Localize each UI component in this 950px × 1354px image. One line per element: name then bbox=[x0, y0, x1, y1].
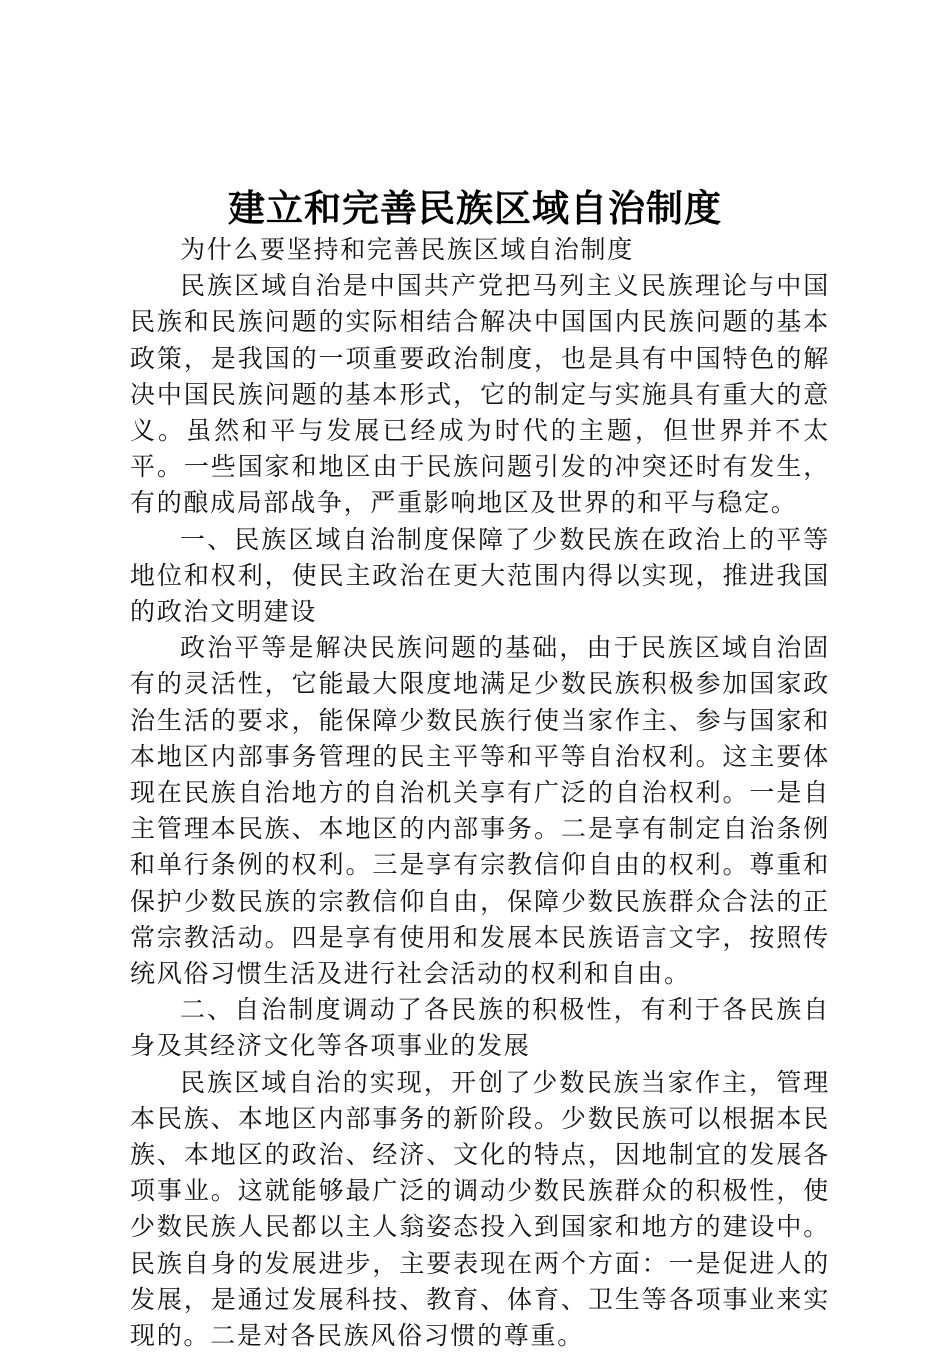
paragraph-political-equality: 政治平等是解决民族问题的基础，由于民族区域自治固有的灵活性，它能最大限度地满足少数民族积极参加国家政治生活的要求，能保障少数民族行使当家作主、参与国家和本地区内部事务管理的民主平等和平等自治权利。这主要体现在民族自治地方的自治机关享有广泛的自治权利。一是自主管理本民族、本地区的内部事务。二是享有制定自治条例和单行条例的权利。三是享有宗教信仰自由的权利。尊重和保护少数民族的宗教信仰自由，保障少数民族群众合法的正常宗教活动。四是享有使用和发展本民族语言文字，按照传统风俗习惯生活及进行社会活动的权利和自由。 bbox=[130, 633, 830, 989]
paragraph-development: 民族区域自治的实现，开创了少数民族当家作主，管理本民族、本地区内部事务的新阶段。少数民族可以根据本民族、本地区的政治、经济、文化的特点，因地制宜的发展各项事业。这就能够最广泛的调动少数民族群众的积极性，使少数民族人民都以主人翁姿态投入到国家和地方的建设中。民族自身的发展进步，主要表现在两个方面：一是促进人的发展，是通过发展科技、教育、体育、卫生等各项事业来实现的。二是对各民族风俗习惯的尊重。 bbox=[130, 1067, 830, 1351]
paragraph-question: 为什么要坚持和完善民族区域自治制度 bbox=[180, 235, 634, 264]
document-title: 建立和完善民族区域自治制度 bbox=[228, 186, 722, 230]
paragraph-introduction: 民族区域自治是中国共产党把马列主义民族理论与中国民族和民族问题的实际相结合解决中国国内民族问题的基本政策，是我国的一项重要政治制度，也是具有中国特色的解决中国民族问题的基本形式，它的制定与实施具有重大的意义。虽然和平与发展已经成为时代的主题，但世界并不太平。一些国家和地区由于民族问题引发的冲突还时有发生，有的酿成局部战争，严重影响地区及世界的和平与稳定。 bbox=[130, 271, 830, 518]
section-heading-one: 一、民族区域自治制度保障了少数民族在政治上的平等地位和权利，使民主政治在更大范围内得以实现，推进我国的政治文明建设 bbox=[130, 524, 830, 627]
section-heading-two: 二、自治制度调动了各民族的积极性，有利于各民族自身及其经济文化等各项事业的发展 bbox=[130, 995, 830, 1061]
document-body bbox=[130, 232, 830, 1354]
